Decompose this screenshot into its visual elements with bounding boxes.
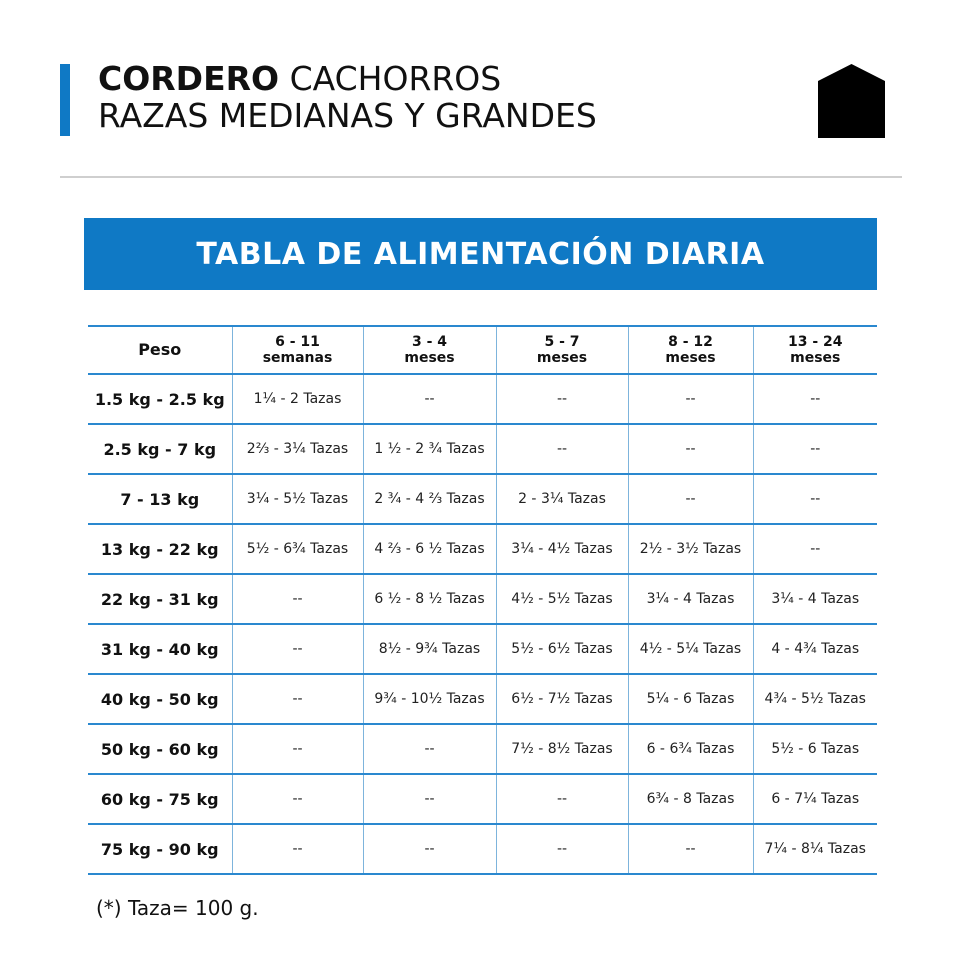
weight-cell: 60 kg - 75 kg [88,774,232,824]
table-cell: 3¼ - 4 Tazas [753,574,877,624]
table-cell: 4 - 4¾ Tazas [753,624,877,674]
table-row [88,474,877,524]
header-weight-label: Peso [138,339,182,359]
table-row [88,574,877,624]
table-cell: -- [496,774,628,824]
weight-cell: 1.5 kg - 2.5 kg [88,374,232,424]
table-cell: -- [363,824,496,874]
table-row [88,674,877,724]
page-title [98,60,597,134]
table-cell: -- [496,374,628,424]
weight-cell: 50 kg - 60 kg [88,724,232,774]
table-cell: 5½ - 6¾ Tazas [232,524,363,574]
table-cell: 3¼ - 4 Tazas [628,574,753,624]
table-cell: 3¼ - 4½ Tazas [496,524,628,574]
table-cell: -- [232,724,363,774]
table-cell: 4 ⅔ - 6 ½ Tazas [363,524,496,574]
table-cell: -- [753,474,877,524]
table-cell: -- [753,374,877,424]
table-cell: -- [232,674,363,724]
table-row [88,424,877,474]
header-col-range: 5 - 7 [544,334,580,350]
weight-cell: 22 kg - 31 kg [88,574,232,624]
header-col-2 [363,326,496,374]
header-col-4 [628,326,753,374]
table-cell: -- [363,724,496,774]
table-header-row [88,326,877,374]
weight-cell: 75 kg - 90 kg [88,824,232,874]
table-cell: -- [628,824,753,874]
table-cell: 6½ - 7½ Tazas [496,674,628,724]
table-cell: 2 ¾ - 4 ⅔ Tazas [363,474,496,524]
table-banner [84,218,877,290]
table-row [88,524,877,574]
table-cell: 6¾ - 8 Tazas [628,774,753,824]
house-icon [818,64,885,138]
table-cell: -- [232,774,363,824]
table-cell: -- [363,374,496,424]
weight-cell: 40 kg - 50 kg [88,674,232,724]
table-row [88,824,877,874]
title-line-1 [98,60,597,97]
table-cell: 6 - 6¾ Tazas [628,724,753,774]
table-row [88,374,877,424]
header-col-unit: meses [404,350,455,366]
title-accent-bar [60,64,70,136]
banner-title: TABLA DE ALIMENTACIÓN DIARIA [196,236,765,272]
table-cell: -- [496,424,628,474]
table-row [88,774,877,824]
table-cell: -- [232,574,363,624]
table-cell: 7½ - 8½ Tazas [496,724,628,774]
header-weight [88,326,232,374]
table-cell: 2⅔ - 3¼ Tazas [232,424,363,474]
table-cell: -- [232,824,363,874]
header-col-range: 3 - 4 [411,334,448,350]
table-cell: 7¼ - 8¼ Tazas [753,824,877,874]
table-cell: -- [496,824,628,874]
table-row [88,724,877,774]
title-line-2: RAZAS MEDIANAS Y GRANDES [98,96,597,135]
table-cell: 1 ½ - 2 ¾ Tazas [363,424,496,474]
weight-cell: 7 - 13 kg [88,474,232,524]
header-col-unit: meses [536,350,588,366]
title-bold: CORDERO [98,59,280,98]
table-cell: -- [753,424,877,474]
header-col-5 [753,326,877,374]
table-cell: -- [753,524,877,574]
weight-cell: 2.5 kg - 7 kg [88,424,232,474]
table-row [88,624,877,674]
header-col-unit: semanas [262,350,333,366]
table-cell: -- [628,374,753,424]
table-cell: 5¼ - 6 Tazas [628,674,753,724]
header-col-range: 6 - 11 [275,334,320,350]
header-col-unit: meses [790,350,841,366]
table-cell: 6 - 7¼ Tazas [753,774,877,824]
table-cell: -- [628,424,753,474]
table-cell: 9¾ - 10½ Tazas [363,674,496,724]
header-col-range: 13 - 24 [787,334,843,350]
table-cell: 4½ - 5¼ Tazas [628,624,753,674]
title-rest: CACHORROS [279,59,502,98]
header-divider [60,176,902,178]
header-col-3 [496,326,628,374]
weight-cell: 13 kg - 22 kg [88,524,232,574]
header-col-range: 8 - 12 [668,334,713,350]
table-cell: 5½ - 6 Tazas [753,724,877,774]
header-col-1 [232,326,363,374]
table-cell: -- [363,774,496,824]
table-cell: -- [628,474,753,524]
footnote: (*) Taza= 100 g. [96,896,259,920]
table-cell: 1¼ - 2 Tazas [232,374,363,424]
table-cell: 4¾ - 5½ Tazas [753,674,877,724]
table-cell: 8½ - 9¾ Tazas [363,624,496,674]
feeding-table [88,325,877,875]
table-cell: 6 ½ - 8 ½ Tazas [363,574,496,624]
table-cell: 4½ - 5½ Tazas [496,574,628,624]
table-cell: 2½ - 3½ Tazas [628,524,753,574]
table-cell: 2 - 3¼ Tazas [496,474,628,524]
header-col-unit: meses [665,350,716,366]
table-cell: 3¼ - 5½ Tazas [232,474,363,524]
table-cell: 5½ - 6½ Tazas [496,624,628,674]
weight-cell: 31 kg - 40 kg [88,624,232,674]
table-cell: -- [232,624,363,674]
